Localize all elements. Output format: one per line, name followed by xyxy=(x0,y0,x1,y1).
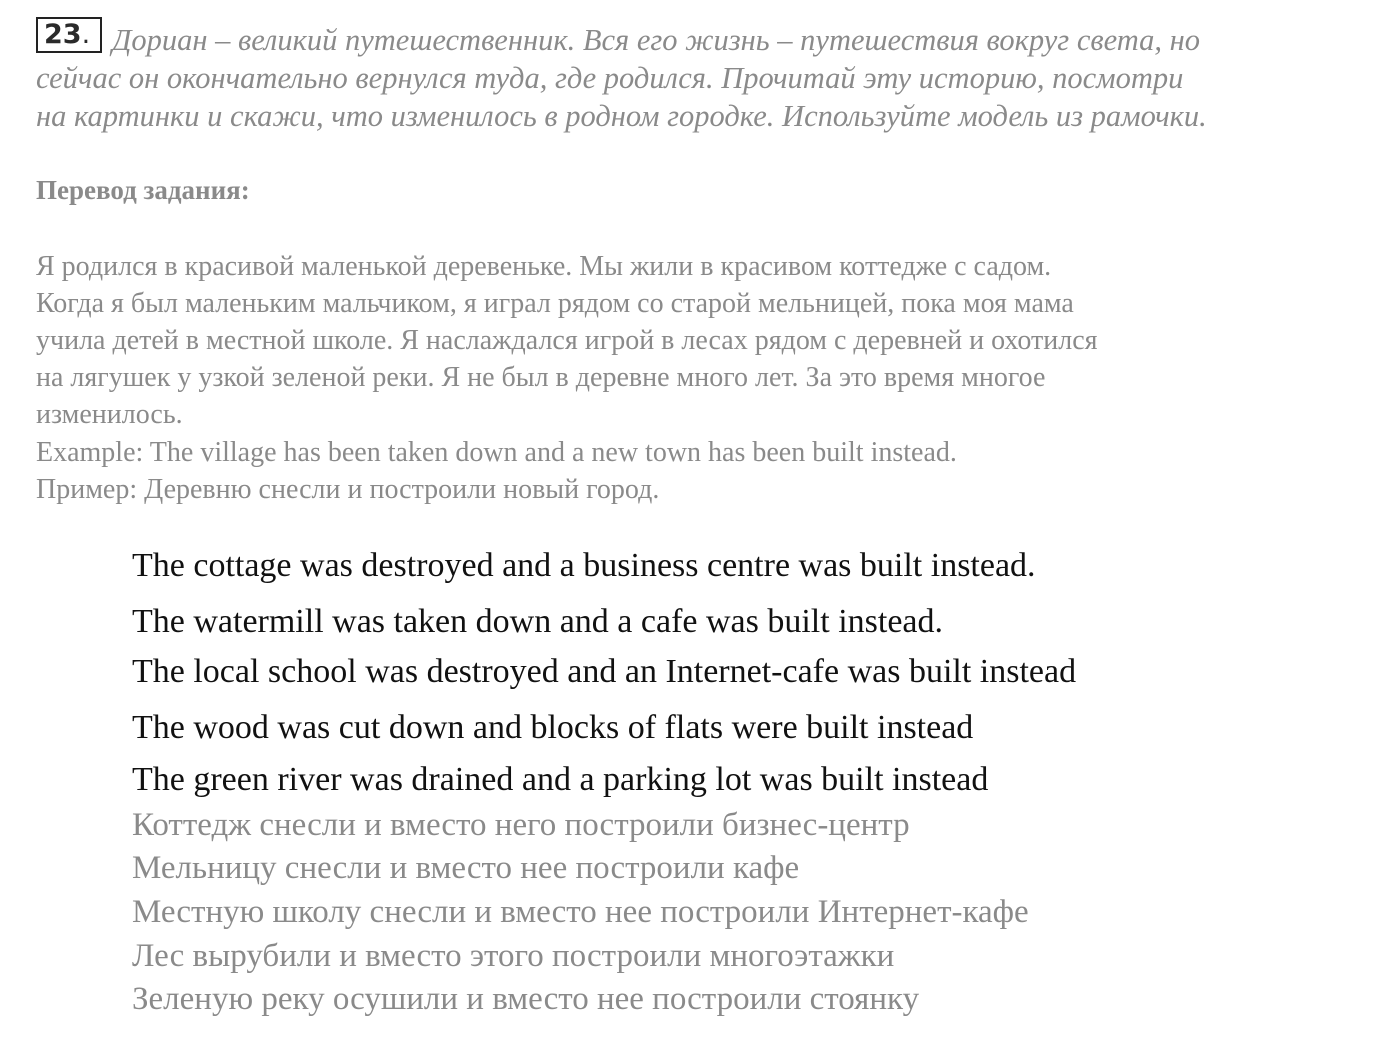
story-line-5: изменилось. xyxy=(36,399,183,430)
story-line-2: Когда я был маленьким мальчиком, я играл рядом со старой мельницей, пока моя мама xyxy=(36,288,1074,319)
example-translation-line: Пример: Деревню снесли и построили новый город. xyxy=(36,474,660,505)
answer-en-5: The green river was drained and a parking lot was built instead xyxy=(132,761,989,798)
task-line-2: сейчас он окончательно вернулся туда, где родился. Прочитай эту историю, посмотри xyxy=(36,61,1184,95)
exercise-number-box xyxy=(36,17,102,53)
exercise-number-dot: . xyxy=(81,19,91,50)
story-line-3: учила детей в местной школе. Я наслаждался игрой в лесах рядом с деревней и охотился xyxy=(36,325,1098,356)
answer-ru-3: Местную школу снесли и вместо нее построили Интернет-кафе xyxy=(132,894,1029,930)
example-line: Example: The village has been taken down and a new town has been built instead. xyxy=(36,437,957,468)
answer-ru-4: Лес вырубили и вместо этого построили многоэтажки xyxy=(132,938,895,974)
answer-ru-5: Зеленую реку осушили и вместо нее построили стоянку xyxy=(132,981,920,1017)
story-line-4: на лягушек у узкой зеленой реки. Я не был в деревне много лет. За это время многое xyxy=(36,362,1046,393)
answer-ru-1: Коттедж снесли и вместо него построили бизнес-центр xyxy=(132,807,910,843)
exercise-number: 23 xyxy=(44,19,82,50)
answer-ru-2: Мельницу снесли и вместо нее построили кафе xyxy=(132,850,800,886)
answer-en-4: The wood was cut down and blocks of flats were built instead xyxy=(132,709,974,746)
task-line-1: Дориан – великий путешественник. Вся его жизнь – путешествия вокруг света, но xyxy=(112,23,1201,57)
task-line-3: на картинки и скажи, что изменилось в родном городке. Используйте модель из рамочки. xyxy=(36,99,1207,133)
answer-en-3: The local school was destroyed and an Internet-cafe was built instead xyxy=(132,653,1077,690)
answer-en-1: The cottage was destroyed and a business centre was built instead. xyxy=(132,547,1036,584)
translation-heading: Перевод задания: xyxy=(36,175,250,205)
story-line-1: Я родился в красивой маленькой деревеньке. Мы жили в красивом коттедже с садом. xyxy=(36,251,1052,282)
answer-en-2: The watermill was taken down and a cafe was built instead. xyxy=(132,603,944,640)
